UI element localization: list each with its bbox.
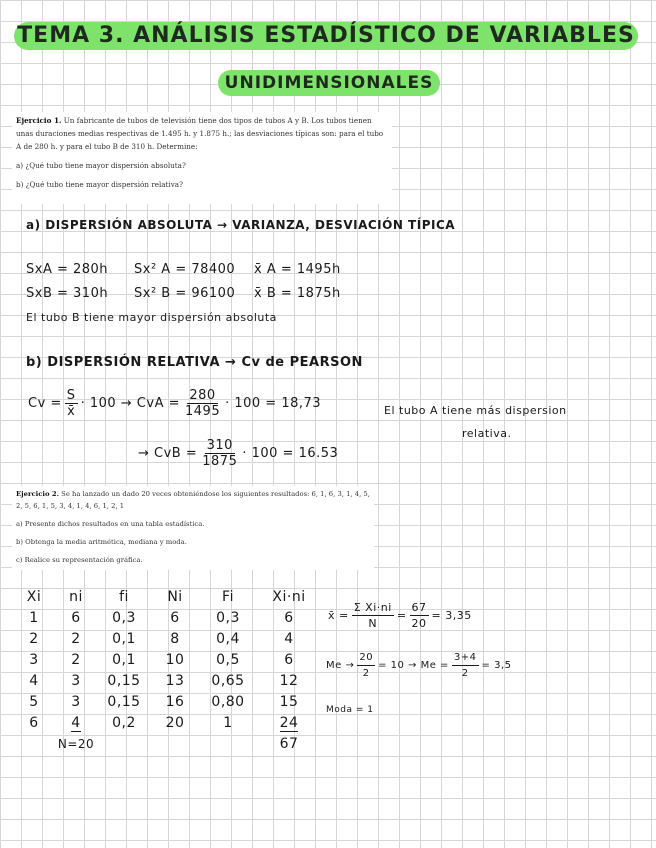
cv-formula	[28, 388, 321, 419]
table-cell-empty	[200, 733, 256, 754]
page-title: TEMA 3. ANÁLISIS ESTADÍSTICO DE VARIABLES	[14, 22, 638, 50]
page-subtitle: UNIDIMENSIONALES	[218, 70, 440, 96]
part-b-conclusion-line2: relativa.	[462, 427, 512, 440]
median-mid: = 10 → Me =	[378, 660, 449, 671]
exercise-2-question-c: c) Realice su representación gráfica.	[16, 556, 143, 564]
table-cell: 3	[29, 651, 39, 668]
cva-den: 1495	[185, 404, 221, 419]
exercise-1-label: Ejercicio 1.	[16, 116, 62, 125]
ni-last-underlined: 4	[71, 714, 81, 731]
table-cell: 6	[29, 714, 39, 731]
table-cell: 0,15	[107, 693, 141, 710]
exercise-1-question-b: b) ¿Qué tubo tiene mayor dispersión relativa?	[16, 180, 183, 189]
table-cell: 0,1	[112, 651, 136, 668]
part-b-heading: b) DISPERSIÓN RELATIVA → Cv de PEARSON	[26, 355, 363, 370]
table-total-n: N=20	[57, 736, 95, 751]
table-cell: 1	[29, 609, 39, 626]
cva-result: · 100 = 18,73	[225, 396, 322, 411]
median-lhs: Me →	[326, 660, 355, 671]
table-cell: 0,3	[216, 609, 240, 626]
table-cell: 10	[165, 651, 185, 668]
table-cell: 0,1	[112, 630, 136, 647]
table-cell: 13	[165, 672, 185, 689]
table-row	[14, 670, 322, 691]
table-cell: 4	[29, 672, 39, 689]
xini-last-underlined: 24	[279, 714, 299, 731]
cvb-result: · 100 = 16.53	[242, 446, 339, 461]
part-a-media-b: x̄ B = 1875h	[254, 286, 341, 301]
table-cell-empty	[98, 733, 150, 754]
part-a-sxa: SxA = 280h	[26, 262, 109, 277]
exercise-1-statement	[12, 112, 392, 204]
mean-result: = 3,35	[431, 609, 472, 622]
table-header-row	[14, 586, 322, 607]
table-cell-empty	[14, 733, 54, 754]
table-row	[14, 649, 322, 670]
mode-value: Moda = 1	[326, 705, 374, 715]
col-header-fi: fi	[119, 588, 129, 605]
table-cell: 6	[71, 609, 81, 626]
median-num-2: 3+4	[452, 650, 479, 666]
table-cell: 15	[279, 693, 299, 710]
part-a-conclusion: El tubo B tiene mayor dispersión absoluta	[26, 311, 277, 324]
table-cell: 2	[71, 630, 81, 647]
median-den: 2	[362, 668, 370, 679]
median-formula	[326, 650, 512, 681]
table-total-sum: 67	[279, 735, 299, 752]
cvb-num: 310	[206, 438, 233, 453]
median-fraction	[357, 650, 375, 681]
cvb-lhs: → CvB =	[138, 446, 198, 461]
table-cell: 3	[71, 672, 81, 689]
col-header-cum-fi: Fi	[222, 588, 234, 605]
part-a-varianza-b: Sx² B = 96100	[134, 286, 236, 301]
table-cell-empty	[150, 733, 200, 754]
cv-formula-mid: · 100 → CvA =	[80, 396, 180, 411]
mean-num: Σ Xi·ni	[353, 601, 392, 614]
table-cell: 0,2	[112, 714, 136, 731]
table-cell: 5	[29, 693, 39, 710]
table-cell: 0,80	[211, 693, 245, 710]
exercise-1-text: Un fabricante de tubos de televisión tiene dos tipos de tubos A y B. Los tubos tienen unas duraciones medias respectivas de 1.495 h. y 1.875 h.; las desviaciones típicas son: para el tubo A de 280 h. y para el tubo B de 310 h. Determine:	[16, 116, 384, 151]
exercise-2-label: Ejercicio 2.	[16, 490, 59, 498]
table-row	[14, 691, 322, 712]
exercise-2-question-a: a) Presente dichos resultados en una tabla estadística.	[16, 520, 205, 528]
table-cell: 3	[71, 693, 81, 710]
col-header-xi-ni: Xi·ni	[272, 588, 306, 605]
median-den-2: 2	[461, 668, 469, 679]
part-a-varianza-a: Sx² A = 78400	[134, 262, 236, 277]
col-header-cum-ni: Ni	[167, 588, 183, 605]
table-cell: 6	[284, 651, 294, 668]
mean-den-2: 20	[411, 617, 427, 630]
part-a-sxb: SxB = 310h	[26, 286, 109, 301]
table-cell: 2	[71, 651, 81, 668]
frequency-table	[14, 586, 322, 754]
cv-formula-lhs: Cv =	[28, 396, 62, 411]
exercise-1-body	[16, 114, 388, 153]
mean-den: N	[368, 617, 378, 630]
mean-eq: =	[396, 609, 407, 622]
cv-formula-num: S	[66, 388, 76, 403]
exercise-2-question-b: b) Obtenga la media aritmética, mediana y moda.	[16, 538, 187, 546]
table-totals-row	[14, 733, 322, 754]
cvb-fraction	[200, 438, 239, 469]
table-cell: 0,5	[216, 651, 240, 668]
exercise-2-body	[16, 488, 370, 512]
cvb-formula	[138, 438, 338, 469]
median-result: = 3,5	[481, 660, 512, 671]
table-cell	[54, 712, 98, 733]
mean-num-2: 67	[411, 601, 427, 614]
table-cell: 8	[170, 630, 180, 647]
table-cell: 6	[170, 609, 180, 626]
part-a-media-a: x̄ A = 1495h	[254, 262, 341, 277]
cv-formula-den: x̄	[67, 404, 76, 419]
table-cell: 2	[29, 630, 39, 647]
table-cell: 0,4	[216, 630, 240, 647]
table-row	[14, 628, 322, 649]
exercise-2-text: Se ha lanzado un dado 20 veces obteniéndose los siguientes resultados: 6, 1, 6, 3, 1, 4, 5, 2, 5, 6, 1, 5, 3, 4, 1, 4, 6, 1, 2, 1	[16, 490, 370, 510]
cva-fraction	[183, 388, 222, 419]
table-cell: 16	[165, 693, 185, 710]
table-row	[14, 607, 322, 628]
table-row	[14, 712, 322, 733]
mean-formula	[328, 600, 472, 631]
exercise-2-statement	[12, 486, 374, 570]
mean-lhs: x̄ =	[328, 609, 349, 622]
cva-num: 280	[189, 388, 216, 403]
table-cell: 1	[223, 714, 233, 731]
table-cell: 6	[284, 609, 294, 626]
part-a-heading: a) DISPERSIÓN ABSOLUTA → VARIANZA, DESVIACIÓN TÍPICA	[26, 218, 456, 232]
cvb-den: 1875	[202, 454, 238, 469]
col-header-xi: Xi	[26, 588, 42, 605]
table-cell: 4	[284, 630, 294, 647]
table-cell: 0,3	[112, 609, 136, 626]
mean-fraction-2	[410, 600, 429, 631]
col-header-ni: ni	[69, 588, 83, 605]
table-cell: 0,65	[211, 672, 245, 689]
median-num: 20	[357, 650, 375, 666]
table-cell: 20	[165, 714, 185, 731]
table-cell: 12	[279, 672, 299, 689]
mean-fraction	[352, 600, 394, 631]
median-fraction-2	[452, 650, 479, 681]
exercise-1-question-a: a) ¿Qué tubo tiene mayor dispersión absoluta?	[16, 161, 186, 170]
part-b-conclusion-line1: El tubo A tiene más dispersion	[384, 404, 567, 417]
table-cell	[256, 712, 322, 733]
cv-formula-fraction	[65, 388, 78, 419]
table-cell: 0,15	[107, 672, 141, 689]
